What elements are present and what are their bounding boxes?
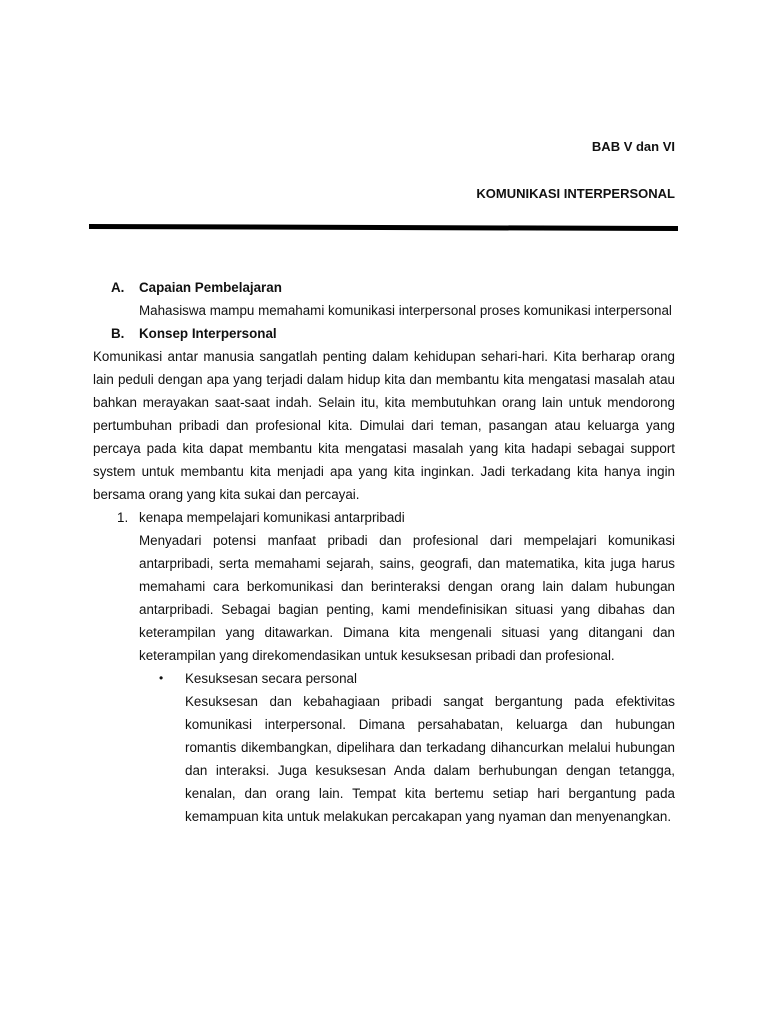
document-body	[93, 276, 675, 828]
numbered-item-1-title: kenapa mempelajari komunikasi antarpribadi	[139, 510, 405, 525]
section-b-title: Konsep Interpersonal	[139, 326, 277, 341]
section-b-heading	[93, 322, 675, 345]
header-divider	[89, 224, 678, 231]
bullet-icon: •	[159, 671, 164, 685]
chapter-title: BAB V dan VI	[591, 139, 675, 154]
section-a-heading	[93, 276, 675, 299]
numbered-item-1-marker: 1.	[117, 510, 129, 525]
numbered-item-1-heading	[93, 506, 675, 529]
numbered-item-1-paragraph: Menyadari potensi manfaat pribadi dan profesional dari mempelajari komunikasi antarpribadi, serta memahami sejarah, sains, geografi, dan matematika, kita juga harus memahami cara berkomunikasi dan berinteraksi dengan orang lain dalam hubungan antarpribadi. Sebagai bagian penting, kami mendefinisikan situasi yang dibahas dan keterampilan yang ditawarkan. Dimana kita mengenali situasi yang ditangani dan keterampilan yang direkomendasikan untuk kesuksesan pribadi dan profesional.	[139, 533, 675, 663]
section-a-marker: A.	[111, 280, 125, 295]
chapter-subtitle: KOMUNIKASI INTERPERSONAL	[476, 186, 675, 201]
bullet-item-1-heading	[93, 667, 675, 690]
section-a-title: Capaian Pembelajaran	[139, 280, 282, 295]
section-b-marker: B.	[111, 326, 125, 341]
bullet-item-1-paragraph: Kesuksesan dan kebahagiaan pribadi sangat bergantung pada efektivitas komunikasi interpersonal. Dimana persahabatan, keluarga dan hubungan romantis dikembangkan, dipelihara dan terkadang dihancurkan melalui hubungan dan interaksi. Juga kesuksesan Anda dalam berhubungan dengan tetangga, kenalan, dan orang lain. Tempat kita bertemu setiap hari bergantung pada kemampuan kita untuk melakukan percakapan yang nyaman dan menyenangkan.	[185, 694, 675, 824]
bullet-item-1-title: Kesuksesan secara personal	[185, 671, 357, 686]
section-b-paragraph: Komunikasi antar manusia sangatlah penting dalam kehidupan sehari-hari. Kita berharap orang lain peduli dengan apa yang terjadi dalam hidup kita dan membantu kita mengatasi masalah atau bahkan merayakan saat-saat indah. Selain itu, kita membutuhkan orang lain untuk mendorong pertumbuhan pribadi dan profesional kita. Dimulai dari teman, pasangan atau keluarga yang percaya pada kita dapat membantu kita mengatasi masalah yang kita hadapi sebagai support system untuk membantu kita menjadi apa yang kita inginkan. Jadi terkadang kita hanya ingin bersama orang yang kita sukai dan percayai.	[93, 349, 675, 502]
section-a-body: Mahasiswa mampu memahami komunikasi interpersonal proses komunikasi interpersonal	[139, 303, 672, 318]
